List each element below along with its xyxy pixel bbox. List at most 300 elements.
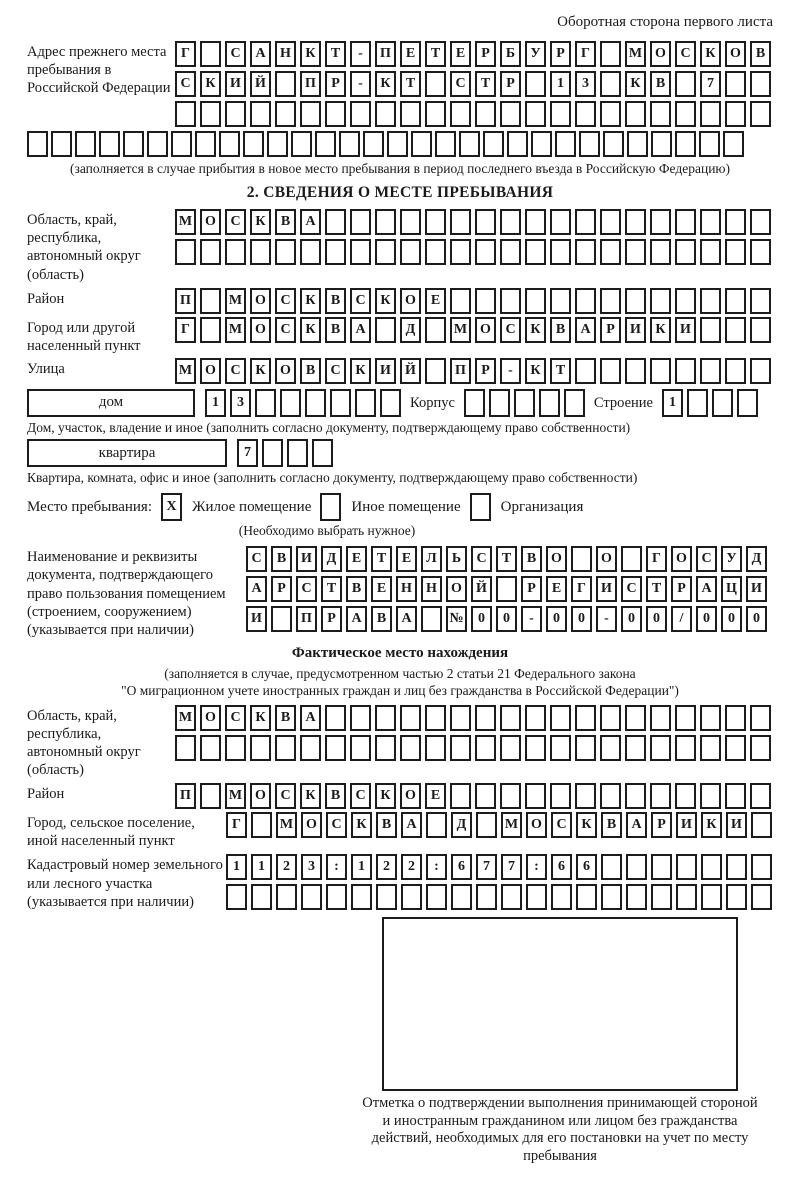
char-cell[interactable]: К [300,783,321,809]
char-cell[interactable]: И [225,71,246,97]
char-cell[interactable] [330,389,351,417]
char-cell[interactable]: Т [400,71,421,97]
char-cell[interactable] [675,735,696,761]
char-cell[interactable] [500,209,521,235]
char-cell[interactable]: К [375,288,396,314]
char-cell[interactable] [75,131,96,157]
char-cell[interactable]: О [200,209,221,235]
char-cell[interactable]: Р [671,576,692,602]
char-cell[interactable] [400,239,421,265]
char-cell[interactable] [351,884,372,910]
char-cell[interactable] [575,358,596,384]
char-cell[interactable] [650,705,671,731]
char-cell[interactable] [531,131,552,157]
char-cell[interactable] [250,101,271,127]
char-cell[interactable] [500,239,521,265]
char-cell[interactable] [701,854,722,880]
char-cell[interactable]: А [300,209,321,235]
char-cell[interactable] [651,131,672,157]
char-cell[interactable] [325,209,346,235]
stay-checkbox-other[interactable] [320,493,341,521]
char-cell[interactable]: М [450,317,471,343]
char-cell[interactable] [425,239,446,265]
char-cell[interactable] [579,131,600,157]
char-cell[interactable] [576,884,597,910]
char-cell[interactable] [375,101,396,127]
char-cell[interactable] [250,239,271,265]
char-cell[interactable]: 1 [226,854,247,880]
char-cell[interactable] [750,705,771,731]
char-cell[interactable] [675,239,696,265]
char-cell[interactable]: Е [425,288,446,314]
char-cell[interactable] [750,101,771,127]
char-cell[interactable] [725,705,746,731]
char-cell[interactable] [603,131,624,157]
char-cell[interactable] [400,101,421,127]
char-cell[interactable]: Ц [721,576,742,602]
char-cell[interactable] [425,735,446,761]
char-cell[interactable] [625,735,646,761]
char-cell[interactable] [526,884,547,910]
char-cell[interactable]: И [625,317,646,343]
char-cell[interactable] [700,209,721,235]
char-cell[interactable] [426,812,447,838]
char-cell[interactable] [551,884,572,910]
char-cell[interactable] [350,209,371,235]
char-cell[interactable] [271,606,292,632]
char-cell[interactable]: В [275,209,296,235]
char-cell[interactable] [750,209,771,235]
char-cell[interactable]: К [700,41,721,67]
char-cell[interactable]: М [625,41,646,67]
char-cell[interactable]: А [396,606,417,632]
char-cell[interactable]: К [250,705,271,731]
char-cell[interactable] [723,131,744,157]
char-cell[interactable]: К [351,812,372,838]
char-cell[interactable] [507,131,528,157]
char-cell[interactable]: Г [646,546,667,572]
char-cell[interactable]: О [275,358,296,384]
char-cell[interactable]: С [275,317,296,343]
char-cell[interactable] [291,131,312,157]
char-cell[interactable] [376,884,397,910]
char-cell[interactable] [525,239,546,265]
char-cell[interactable]: Н [396,576,417,602]
char-cell[interactable]: 7 [476,854,497,880]
char-cell[interactable] [675,131,696,157]
char-cell[interactable] [575,239,596,265]
char-cell[interactable] [726,854,747,880]
char-cell[interactable] [301,884,322,910]
char-cell[interactable] [650,783,671,809]
char-cell[interactable] [500,288,521,314]
char-cell[interactable]: К [650,317,671,343]
char-cell[interactable] [99,131,120,157]
char-cell[interactable]: М [175,705,196,731]
char-cell[interactable]: Т [646,576,667,602]
char-cell[interactable]: С [350,783,371,809]
char-cell[interactable]: Р [521,576,542,602]
char-cell[interactable] [700,783,721,809]
char-cell[interactable]: А [350,317,371,343]
char-cell[interactable]: В [371,606,392,632]
char-cell[interactable]: 3 [301,854,322,880]
char-cell[interactable] [675,288,696,314]
char-cell[interactable] [725,101,746,127]
char-cell[interactable] [750,239,771,265]
char-cell[interactable] [496,576,517,602]
char-cell[interactable] [571,546,592,572]
char-cell[interactable] [675,209,696,235]
char-cell[interactable] [425,317,446,343]
char-cell[interactable] [450,705,471,731]
char-cell[interactable] [525,783,546,809]
char-cell[interactable] [676,854,697,880]
char-cell[interactable] [276,884,297,910]
char-cell[interactable] [226,884,247,910]
char-cell[interactable]: Ь [446,546,467,572]
char-cell[interactable]: Д [451,812,472,838]
char-cell[interactable]: С [471,546,492,572]
char-cell[interactable]: И [596,576,617,602]
char-cell[interactable] [675,358,696,384]
char-cell[interactable] [411,131,432,157]
char-cell[interactable]: О [446,576,467,602]
char-cell[interactable] [750,71,771,97]
char-cell[interactable] [555,131,576,157]
char-cell[interactable] [225,239,246,265]
char-cell[interactable]: К [250,209,271,235]
char-cell[interactable] [725,317,746,343]
char-cell[interactable] [751,812,772,838]
char-cell[interactable] [489,389,510,417]
char-cell[interactable] [475,209,496,235]
char-cell[interactable] [225,735,246,761]
char-cell[interactable]: В [650,71,671,97]
char-cell[interactable]: 0 [646,606,667,632]
char-cell[interactable]: - [350,41,371,67]
char-cell[interactable] [147,131,168,157]
char-cell[interactable] [425,209,446,235]
char-cell[interactable] [601,884,622,910]
char-cell[interactable]: П [450,358,471,384]
char-cell[interactable] [325,101,346,127]
char-cell[interactable]: О [250,783,271,809]
char-cell[interactable] [426,884,447,910]
char-cell[interactable]: Е [371,576,392,602]
char-cell[interactable] [312,439,333,467]
char-cell[interactable] [250,735,271,761]
char-cell[interactable] [375,317,396,343]
char-cell[interactable] [700,705,721,731]
char-cell[interactable] [501,884,522,910]
char-cell[interactable] [350,735,371,761]
char-cell[interactable]: И [375,358,396,384]
char-cell[interactable]: Е [346,546,367,572]
char-cell[interactable] [425,358,446,384]
char-cell[interactable] [355,389,376,417]
char-cell[interactable]: А [401,812,422,838]
char-cell[interactable] [243,131,264,157]
char-cell[interactable] [550,783,571,809]
char-cell[interactable] [525,209,546,235]
char-cell[interactable] [675,783,696,809]
char-cell[interactable] [575,705,596,731]
char-cell[interactable]: М [225,288,246,314]
char-cell[interactable]: Е [396,546,417,572]
char-cell[interactable] [363,131,384,157]
char-cell[interactable] [275,101,296,127]
char-cell[interactable] [483,131,504,157]
char-cell[interactable]: Р [325,71,346,97]
char-cell[interactable]: М [501,812,522,838]
char-cell[interactable] [650,101,671,127]
char-cell[interactable]: С [225,358,246,384]
char-cell[interactable]: П [296,606,317,632]
char-cell[interactable] [400,209,421,235]
char-cell[interactable]: Т [425,41,446,67]
char-cell[interactable] [435,131,456,157]
char-cell[interactable] [500,101,521,127]
char-cell[interactable] [325,705,346,731]
char-cell[interactable]: С [246,546,267,572]
char-cell[interactable] [725,239,746,265]
char-cell[interactable]: 7 [700,71,721,97]
char-cell[interactable]: : [426,854,447,880]
char-cell[interactable] [275,735,296,761]
char-cell[interactable] [525,71,546,97]
char-cell[interactable] [267,131,288,157]
char-cell[interactable]: А [250,41,271,67]
char-cell[interactable]: Е [400,41,421,67]
char-cell[interactable] [750,358,771,384]
char-cell[interactable]: К [525,317,546,343]
char-cell[interactable] [350,101,371,127]
char-cell[interactable]: С [225,705,246,731]
stay-checkbox-residential[interactable]: X [161,493,182,521]
char-cell[interactable]: - [350,71,371,97]
char-cell[interactable]: О [250,317,271,343]
char-cell[interactable] [627,131,648,157]
char-cell[interactable]: Р [271,576,292,602]
char-cell[interactable] [200,783,221,809]
char-cell[interactable] [325,735,346,761]
char-cell[interactable] [375,239,396,265]
char-cell[interactable]: : [326,854,347,880]
char-cell[interactable]: М [225,783,246,809]
char-cell[interactable] [255,389,276,417]
char-cell[interactable] [251,812,272,838]
char-cell[interactable] [475,783,496,809]
char-cell[interactable]: О [725,41,746,67]
char-cell[interactable] [700,101,721,127]
char-cell[interactable]: Т [325,41,346,67]
char-cell[interactable] [750,288,771,314]
char-cell[interactable] [600,239,621,265]
char-cell[interactable] [375,735,396,761]
char-cell[interactable]: С [225,209,246,235]
char-cell[interactable]: С [675,41,696,67]
char-cell[interactable]: А [626,812,647,838]
char-cell[interactable]: В [300,358,321,384]
char-cell[interactable]: В [750,41,771,67]
char-cell[interactable]: 0 [696,606,717,632]
char-cell[interactable] [450,783,471,809]
char-cell[interactable] [700,288,721,314]
char-cell[interactable]: Д [321,546,342,572]
char-cell[interactable]: 6 [551,854,572,880]
char-cell[interactable]: С [551,812,572,838]
char-cell[interactable]: 0 [496,606,517,632]
char-cell[interactable]: О [671,546,692,572]
char-cell[interactable]: Т [321,576,342,602]
char-cell[interactable]: М [225,317,246,343]
char-cell[interactable] [550,288,571,314]
char-cell[interactable]: Р [500,71,521,97]
char-cell[interactable] [525,735,546,761]
char-cell[interactable] [700,735,721,761]
char-cell[interactable]: О [200,358,221,384]
char-cell[interactable] [575,209,596,235]
char-cell[interactable]: К [701,812,722,838]
char-cell[interactable] [750,735,771,761]
char-cell[interactable] [575,735,596,761]
char-cell[interactable] [375,209,396,235]
char-cell[interactable]: О [250,288,271,314]
char-cell[interactable] [200,239,221,265]
char-cell[interactable] [175,239,196,265]
char-cell[interactable] [650,288,671,314]
char-cell[interactable]: С [696,546,717,572]
char-cell[interactable]: О [650,41,671,67]
char-cell[interactable] [600,41,621,67]
char-cell[interactable] [464,389,485,417]
char-cell[interactable]: 0 [546,606,567,632]
char-cell[interactable]: А [246,576,267,602]
char-cell[interactable] [225,101,246,127]
char-cell[interactable]: С [450,71,471,97]
char-cell[interactable] [200,735,221,761]
char-cell[interactable] [600,71,621,97]
char-cell[interactable] [275,71,296,97]
char-cell[interactable] [700,358,721,384]
char-cell[interactable] [676,884,697,910]
char-cell[interactable] [300,239,321,265]
char-cell[interactable]: И [246,606,267,632]
char-cell[interactable]: П [375,41,396,67]
char-cell[interactable]: Г [226,812,247,838]
char-cell[interactable] [280,389,301,417]
char-cell[interactable] [401,884,422,910]
char-cell[interactable] [123,131,144,157]
char-cell[interactable]: 1 [662,389,683,417]
char-cell[interactable] [450,209,471,235]
char-cell[interactable]: С [275,783,296,809]
char-cell[interactable] [251,884,272,910]
char-cell[interactable]: Н [421,576,442,602]
char-cell[interactable]: А [575,317,596,343]
char-cell[interactable]: В [325,288,346,314]
char-cell[interactable]: Т [371,546,392,572]
char-cell[interactable] [701,884,722,910]
char-cell[interactable]: Й [250,71,271,97]
char-cell[interactable] [476,812,497,838]
char-cell[interactable]: В [275,705,296,731]
char-cell[interactable]: Й [400,358,421,384]
char-cell[interactable] [726,884,747,910]
char-cell[interactable]: С [175,71,196,97]
char-cell[interactable]: Е [450,41,471,67]
char-cell[interactable] [550,209,571,235]
char-cell[interactable] [425,101,446,127]
char-cell[interactable] [600,735,621,761]
char-cell[interactable]: Д [400,317,421,343]
char-cell[interactable]: Е [546,576,567,602]
char-cell[interactable]: Р [475,358,496,384]
char-cell[interactable] [450,101,471,127]
char-cell[interactable] [625,783,646,809]
char-cell[interactable]: И [726,812,747,838]
char-cell[interactable]: : [526,854,547,880]
char-cell[interactable] [550,735,571,761]
char-cell[interactable] [175,735,196,761]
char-cell[interactable]: О [546,546,567,572]
char-cell[interactable] [275,239,296,265]
char-cell[interactable] [500,735,521,761]
char-cell[interactable] [600,209,621,235]
char-cell[interactable]: О [400,783,421,809]
char-cell[interactable]: К [250,358,271,384]
char-cell[interactable]: Л [421,546,442,572]
char-cell[interactable] [626,854,647,880]
char-cell[interactable] [725,209,746,235]
char-cell[interactable]: - [596,606,617,632]
char-cell[interactable] [601,854,622,880]
char-cell[interactable]: О [596,546,617,572]
char-cell[interactable]: О [200,705,221,731]
char-cell[interactable]: К [350,358,371,384]
char-cell[interactable] [712,389,733,417]
char-cell[interactable] [459,131,480,157]
char-cell[interactable] [700,317,721,343]
char-cell[interactable]: Й [471,576,492,602]
char-cell[interactable] [475,705,496,731]
char-cell[interactable]: Г [571,576,592,602]
char-cell[interactable]: С [621,576,642,602]
char-cell[interactable]: К [300,317,321,343]
char-cell[interactable] [675,71,696,97]
char-cell[interactable] [625,358,646,384]
char-cell[interactable] [425,71,446,97]
stay-checkbox-organization[interactable] [470,493,491,521]
char-cell[interactable] [675,705,696,731]
char-cell[interactable]: К [625,71,646,97]
char-cell[interactable] [300,735,321,761]
char-cell[interactable] [725,288,746,314]
char-cell[interactable] [750,783,771,809]
char-cell[interactable]: К [300,288,321,314]
char-cell[interactable] [621,546,642,572]
char-cell[interactable]: О [301,812,322,838]
char-cell[interactable]: 1 [550,71,571,97]
char-cell[interactable] [575,783,596,809]
char-cell[interactable] [326,884,347,910]
char-cell[interactable]: С [225,41,246,67]
char-cell[interactable] [600,101,621,127]
char-cell[interactable]: 2 [401,854,422,880]
char-cell[interactable]: К [300,41,321,67]
char-cell[interactable]: 7 [501,854,522,880]
